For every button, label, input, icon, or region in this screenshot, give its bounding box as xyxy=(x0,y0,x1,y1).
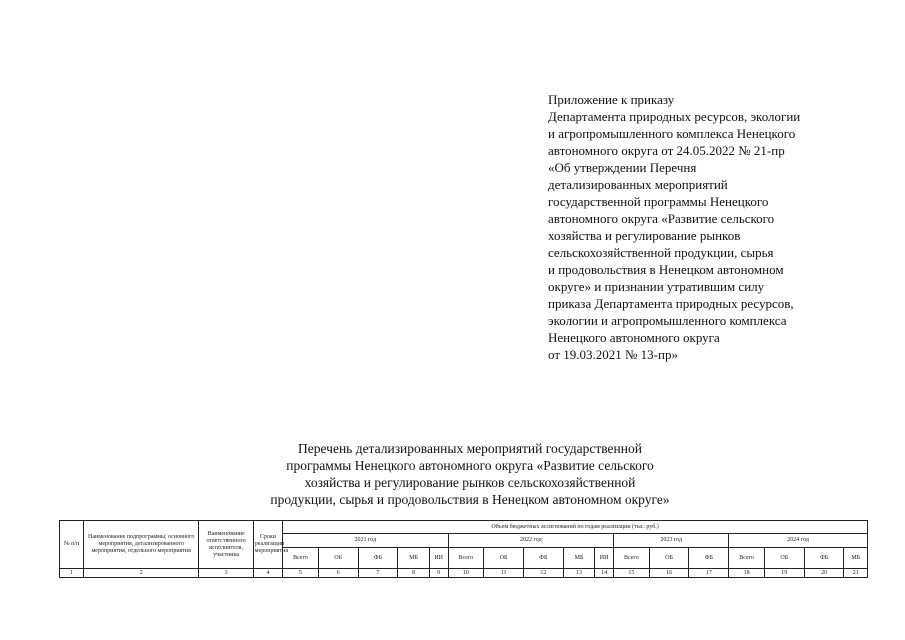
column-number: 2 xyxy=(84,569,199,578)
year-header: 2024 год xyxy=(729,534,868,548)
col-name-header: Наименование подпрограммы, основного мероприятия, детализированного мероприятия, отдельного мероприятия xyxy=(84,521,199,569)
column-number: 12 xyxy=(524,569,564,578)
appendix-line: от 19.03.2021 № 13-пр» xyxy=(548,347,678,362)
col-num-header: № п/п xyxy=(60,521,84,569)
appendix-line: детализированных мероприятий xyxy=(548,177,728,192)
appendix-line: Департамента природных ресурсов, экологии xyxy=(548,109,801,124)
appendix-line: государственной программы Ненецкого xyxy=(548,194,769,209)
column-number: 7 xyxy=(358,569,398,578)
sub-header: ОБ xyxy=(484,548,524,569)
sub-header: ОБ xyxy=(764,548,804,569)
column-number: 17 xyxy=(689,569,729,578)
appendix-line: сельскохозяйственной продукции, сырья xyxy=(548,245,774,260)
column-number: 1 xyxy=(60,569,84,578)
column-number: 16 xyxy=(649,569,689,578)
sub-header: МБ xyxy=(844,548,868,569)
sub-header: Всего xyxy=(448,548,484,569)
sub-header: Всего xyxy=(283,548,319,569)
column-number: 20 xyxy=(804,569,844,578)
measures-table xyxy=(59,520,868,578)
column-number: 19 xyxy=(764,569,804,578)
appendix-line: и продовольствия в Ненецком автономном xyxy=(548,262,784,277)
appendix-line: «Об утверждении Перечня xyxy=(548,160,697,175)
column-number: 9 xyxy=(429,569,448,578)
column-number-row xyxy=(60,569,868,578)
column-number: 14 xyxy=(595,569,614,578)
sub-header: МБ xyxy=(398,548,429,569)
column-number: 18 xyxy=(729,569,765,578)
col-executor-header: Наименование ответственного исполнителя, участника xyxy=(199,521,253,569)
column-number: 6 xyxy=(318,569,358,578)
sub-header: ИИ xyxy=(595,548,614,569)
title-line: программы Ненецкого автономного округа «Развитие сельского xyxy=(286,458,654,473)
appendix-line: автономного округа «Развитие сельского xyxy=(548,211,775,226)
sub-header: ФБ xyxy=(804,548,844,569)
title-line: Перечень детализированных мероприятий государственной xyxy=(298,441,642,456)
sub-header: ФБ xyxy=(358,548,398,569)
col-terms-header: Сроки реализации мероприятия xyxy=(253,521,282,569)
column-number: 11 xyxy=(484,569,524,578)
sub-header: ФБ xyxy=(524,548,564,569)
column-number: 15 xyxy=(614,569,650,578)
year-header: 2021 год xyxy=(283,534,448,548)
appendix-line: и агропромышленного комплекса Ненецкого xyxy=(548,126,796,141)
appendix-line: экологии и агропромышленного комплекса xyxy=(548,313,787,328)
appendix-line: Ненецкого автономного округа xyxy=(548,330,720,345)
sub-header: ИИ xyxy=(429,548,448,569)
header-row xyxy=(60,521,868,534)
sub-header: Всего xyxy=(729,548,765,569)
column-number: 21 xyxy=(844,569,868,578)
appendix-line: автономного округа от 24.05.2022 № 21-пр xyxy=(548,143,785,158)
year-header: 2023 год xyxy=(614,534,729,548)
sub-header: ОБ xyxy=(318,548,358,569)
sub-header: ФБ xyxy=(689,548,729,569)
sub-header: МБ xyxy=(563,548,594,569)
year-header: 2022 год xyxy=(448,534,613,548)
title-line: продукции, сырья и продовольствия в Ненецком автономном округе» xyxy=(270,492,670,507)
column-number: 8 xyxy=(398,569,429,578)
appendix-block xyxy=(548,91,868,363)
column-number: 10 xyxy=(448,569,484,578)
title-line: хозяйства и регулирование рынков сельскохозяйственной xyxy=(304,475,636,490)
appendix-line: хозяйства и регулирование рынков xyxy=(548,228,741,243)
column-number: 3 xyxy=(199,569,253,578)
column-number: 4 xyxy=(253,569,282,578)
appendix-line: округе» и признании утратившим силу xyxy=(548,279,765,294)
budget-header: Объем бюджетных ассигнований по годам реализации (тыс. руб.) xyxy=(283,521,868,534)
appendix-line: Приложение к приказу xyxy=(548,92,675,107)
sub-header: ОБ xyxy=(649,548,689,569)
column-number: 5 xyxy=(283,569,319,578)
appendix-line: приказа Департамента природных ресурсов, xyxy=(548,296,794,311)
sub-header: Всего xyxy=(614,548,650,569)
document-title xyxy=(200,440,740,508)
column-number: 13 xyxy=(563,569,594,578)
